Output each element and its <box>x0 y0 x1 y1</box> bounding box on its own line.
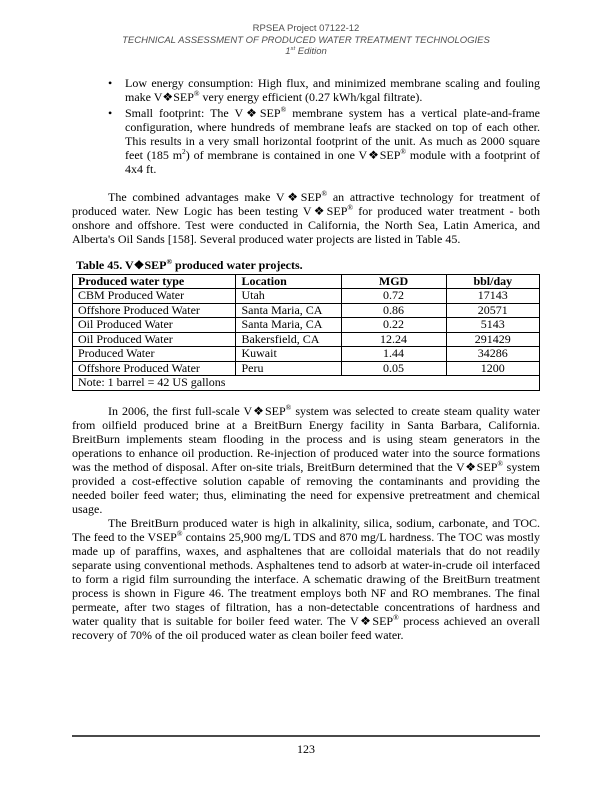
header-project-line: RPSEA Project 07122-12 <box>252 23 360 34</box>
table-row <box>73 361 540 376</box>
table-row <box>73 289 540 304</box>
table-row <box>73 318 540 333</box>
table-cell: Oil Produced Water <box>73 318 236 333</box>
column-header-location: Location <box>236 274 341 289</box>
table-cell: 1200 <box>446 361 539 376</box>
table-header-row <box>73 274 540 289</box>
header-title-line: TECHNICAL ASSESSMENT OF PRODUCED WATER TREATMENT TECHNOLOGIES <box>122 34 490 46</box>
header-edition-line: 1st Edition <box>285 45 327 57</box>
column-header-mgd: MGD <box>341 274 446 289</box>
table-cell: 34286 <box>446 347 539 362</box>
table-cell: 12.24 <box>341 332 446 347</box>
bullet-item-energy <box>108 76 540 104</box>
table-cell: Peru <box>236 361 341 376</box>
table-note-row <box>73 376 540 391</box>
table-cell: 20571 <box>446 303 539 318</box>
bullet-list <box>72 76 540 176</box>
table-note: Note: 1 barrel = 42 US gallons <box>73 376 540 391</box>
bullet-text: Small footprint: The V❖SEP® membrane system has a vertical plate-and-frame configuration, where hundreds of membrane leafs are stacked on top of each other. This results in a very small horizontal footprint of the unit. As much as 2000 square feet (185 $m^2$) of membrane is contained in one V❖SEP® module with a footprint of 4x4 ft. <box>125 104 540 176</box>
table-cell: Utah <box>236 289 341 304</box>
paragraph-breitburn-water-quality: The BreitBurn produced water is high in alkalinity, silica, sodium, carbonate, and TOC. The feed to the VSEP® contains 25,900 mg/L TDS and 870 mg/L hardness. The TOC was mostly made up of paraffins, waxes, and asphaltenes that are colloidal materials that do not readily separate using conventional methods. Asphaltenes tend to adsorb at water-in-crude oil interfaced to form a rigid film surrounding the interface. A schematic drawing of the BreitBurn treatment process is shown in Figure 46. The treatment employs both NF and RO membranes. The final permeate, after two stages of filtration, has a non-detectable concentrations of hardness and water quality that is suitable for boiler feed water. The V❖SEP® process achieved an overall recovery of 70% of the oil produced water as clean boiler feed water. <box>72 515 540 642</box>
table-cell: Offshore Produced Water <box>73 361 236 376</box>
column-header-produced-water-type: Produced water type <box>73 274 236 289</box>
table-cell: Santa Maria, CA <box>236 318 341 333</box>
table-cell: 0.05 <box>341 361 446 376</box>
page-number: 123 <box>297 742 315 756</box>
table-body <box>73 289 540 376</box>
bullet-icon: • <box>108 105 113 120</box>
footer-rule <box>72 735 540 737</box>
table-row <box>73 303 540 318</box>
bullet-item-footprint <box>108 106 540 176</box>
column-header-bbl-day: bbl/day <box>446 274 539 289</box>
table-cell: Bakersfield, CA <box>236 332 341 347</box>
projects-table <box>72 274 540 391</box>
table-row <box>73 332 540 347</box>
table-cell: 291429 <box>446 332 539 347</box>
bullet-text: Low energy consumption: High flux, and minimized membrane scaling and fouling make V❖SEP® very energy efficient (0.27 kWh/kgal filtrate). <box>125 75 540 104</box>
table-row <box>73 347 540 362</box>
table-cell: Kuwait <box>236 347 341 362</box>
page-body <box>72 58 540 642</box>
table-cell: 0.72 <box>341 289 446 304</box>
table-cell: CBM Produced Water <box>73 289 236 304</box>
table-cell: 5143 <box>446 318 539 333</box>
table-caption: Table 45. V❖SEP® produced water projects. <box>76 256 303 272</box>
table-cell: 0.86 <box>341 303 446 318</box>
table-cell: 0.22 <box>341 318 446 333</box>
table-cell: Santa Maria, CA <box>236 303 341 318</box>
table-cell: 1.44 <box>341 347 446 362</box>
report-header <box>0 0 612 58</box>
table-cell: 17143 <box>446 289 539 304</box>
table-cell: Offshore Produced Water <box>73 303 236 318</box>
table-cell: Produced Water <box>73 347 236 362</box>
paragraph-breitburn-project: In 2006, the first full-scale V❖SEP® system was selected to create steam quality water from oilfield produced brine at a BreitBurn Energy facility in Santa Barbara, California. BreitBurn implements steam flooding in the process and is using steam generators in the operations to enhance oil production. Re-injection of produced water into the source formations was the method of disposal. After on-site trials, BreitBurn determined that the V❖SEP® system provided a cost-effective solution capable of removing the contaminants and providing the needed boiler feed water; thus, eliminating the need for expensive pretreatment and chemical usage. <box>72 402 541 516</box>
bullet-icon: • <box>108 75 113 90</box>
table-cell: Oil Produced Water <box>73 332 236 347</box>
paragraph-advantages: The combined advantages make V❖SEP® an attractive technology for treatment of produced water. New Logic has been testing V❖SEP® for produced water treatment - both onshore and offshore. Test were conducted in California, the North Sea, Latin America, and Alberta's Oil Sands [158]. Several produced water projects are listed in Table 45. <box>72 188 540 246</box>
